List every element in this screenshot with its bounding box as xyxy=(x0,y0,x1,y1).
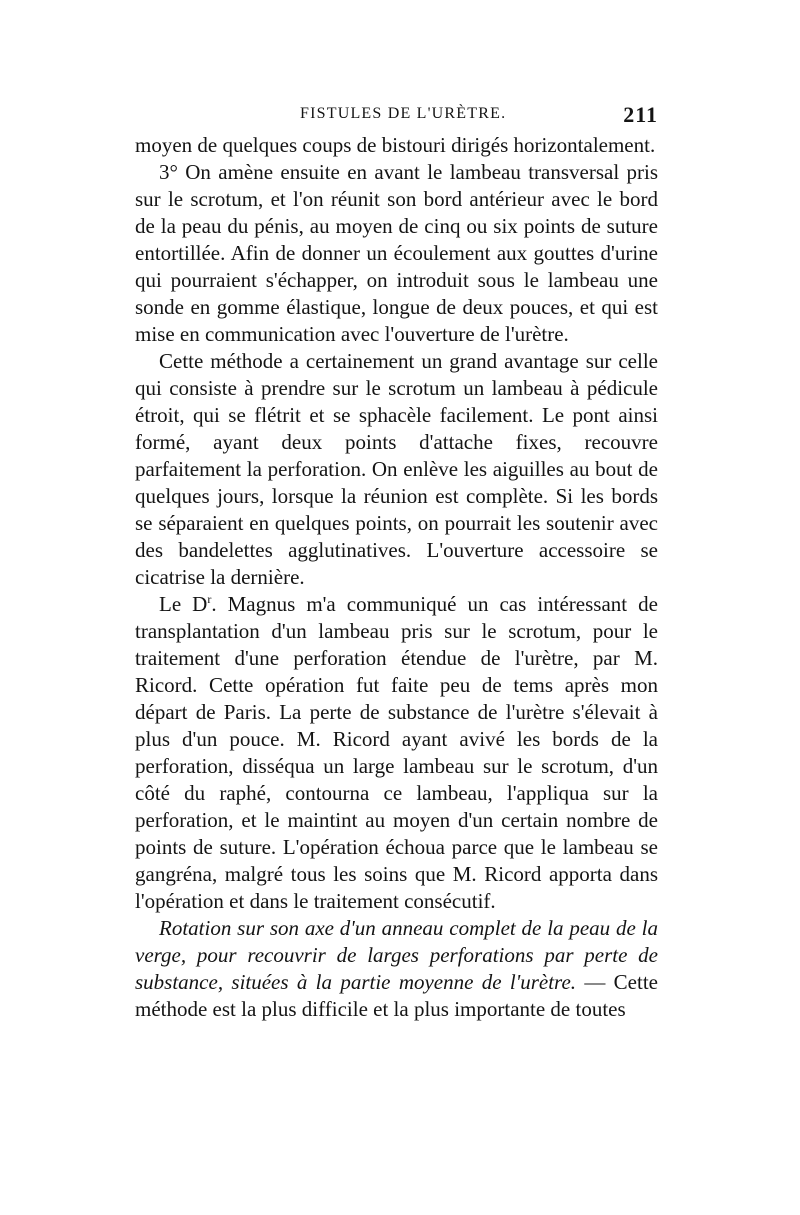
paragraph-lead: Le D xyxy=(159,592,208,616)
italic-section-heading: Rotation sur son axe d'un anneau complet de la peau de la verge, pour recouvrir de larges perforations par perte de substance, situées à la partie moyenne de l'urètre. xyxy=(135,916,658,994)
running-head: FISTULES DE L'URÈTRE. xyxy=(300,105,507,122)
paragraph-rotation-method xyxy=(135,915,658,1023)
paragraph-magnus-case xyxy=(135,591,658,915)
paragraph-text: 3° On amène ensuite en avant le lambeau transversal pris sur le scrotum, et l'on réunit son bord antérieur avec le bord de la peau du pénis, au moyen de cinq ou six points de suture entortillée. Afin de donner un écoulement aux gouttes d'urine qui pourraient s'échapper, on introduit sous le lambeau une sonde en gomme élastique, longue de deux pouces, et qui est mise en communication avec l'ouverture de l'urètre. xyxy=(135,160,658,346)
paragraph-text: . Magnus m'a communiqué un cas intéressant de transplantation d'un lambeau pris sur le scrotum, pour le traitement d'une perforation étendue de l'urètre, par M. Ricord. Cette opération fut faite peu de tems après mon départ de Paris. La perte de substance de l'urètre s'élevait à plus d'un pouce. M. Ricord ayant avivé les bords de la perforation, disséqua un large lambeau sur le scrotum, d'un côté du raphé, contourna ce lambeau, l'appliqua sur la perforation, et le maintint au moyen d'un certain nombre de points de suture. L'opération échoua parce que le lambeau se gangréna, malgré tous les soins que M. Ricord apporta dans l'opération et dans le traitement consécutif. xyxy=(135,592,658,913)
paragraph-text: moyen de quelques coups de bistouri dirigés horizontalement. xyxy=(135,133,656,157)
book-page xyxy=(135,100,658,1023)
paragraph-method-advantage xyxy=(135,348,658,591)
paragraph-step-3 xyxy=(135,159,658,348)
superscript: r xyxy=(207,592,212,606)
paragraph-continuation xyxy=(135,132,658,159)
paragraph-text: Cette méthode a certainement un grand avantage sur celle qui consiste à prendre sur le scrotum un lambeau à pédicule étroit, qui se flétrit et se sphacèle facilement. Le pont ainsi formé, ayant deux points d'attache fixes, recouvre parfaitement la perforation. On enlève les aiguilles au bout de quelques jours, lorsque la réunion est complète. Si les bords se séparaient en quelques points, on pourrait les soutenir avec des bandelettes agglutinatives. L'ouverture accessoire se cicatrise la dernière. xyxy=(135,349,658,589)
page-number: 211 xyxy=(623,102,658,127)
body-text xyxy=(135,132,658,1023)
page-header xyxy=(135,100,658,130)
paragraph-text: — Cette méthode est la plus difficile et la plus importante de toutes xyxy=(135,970,658,1021)
